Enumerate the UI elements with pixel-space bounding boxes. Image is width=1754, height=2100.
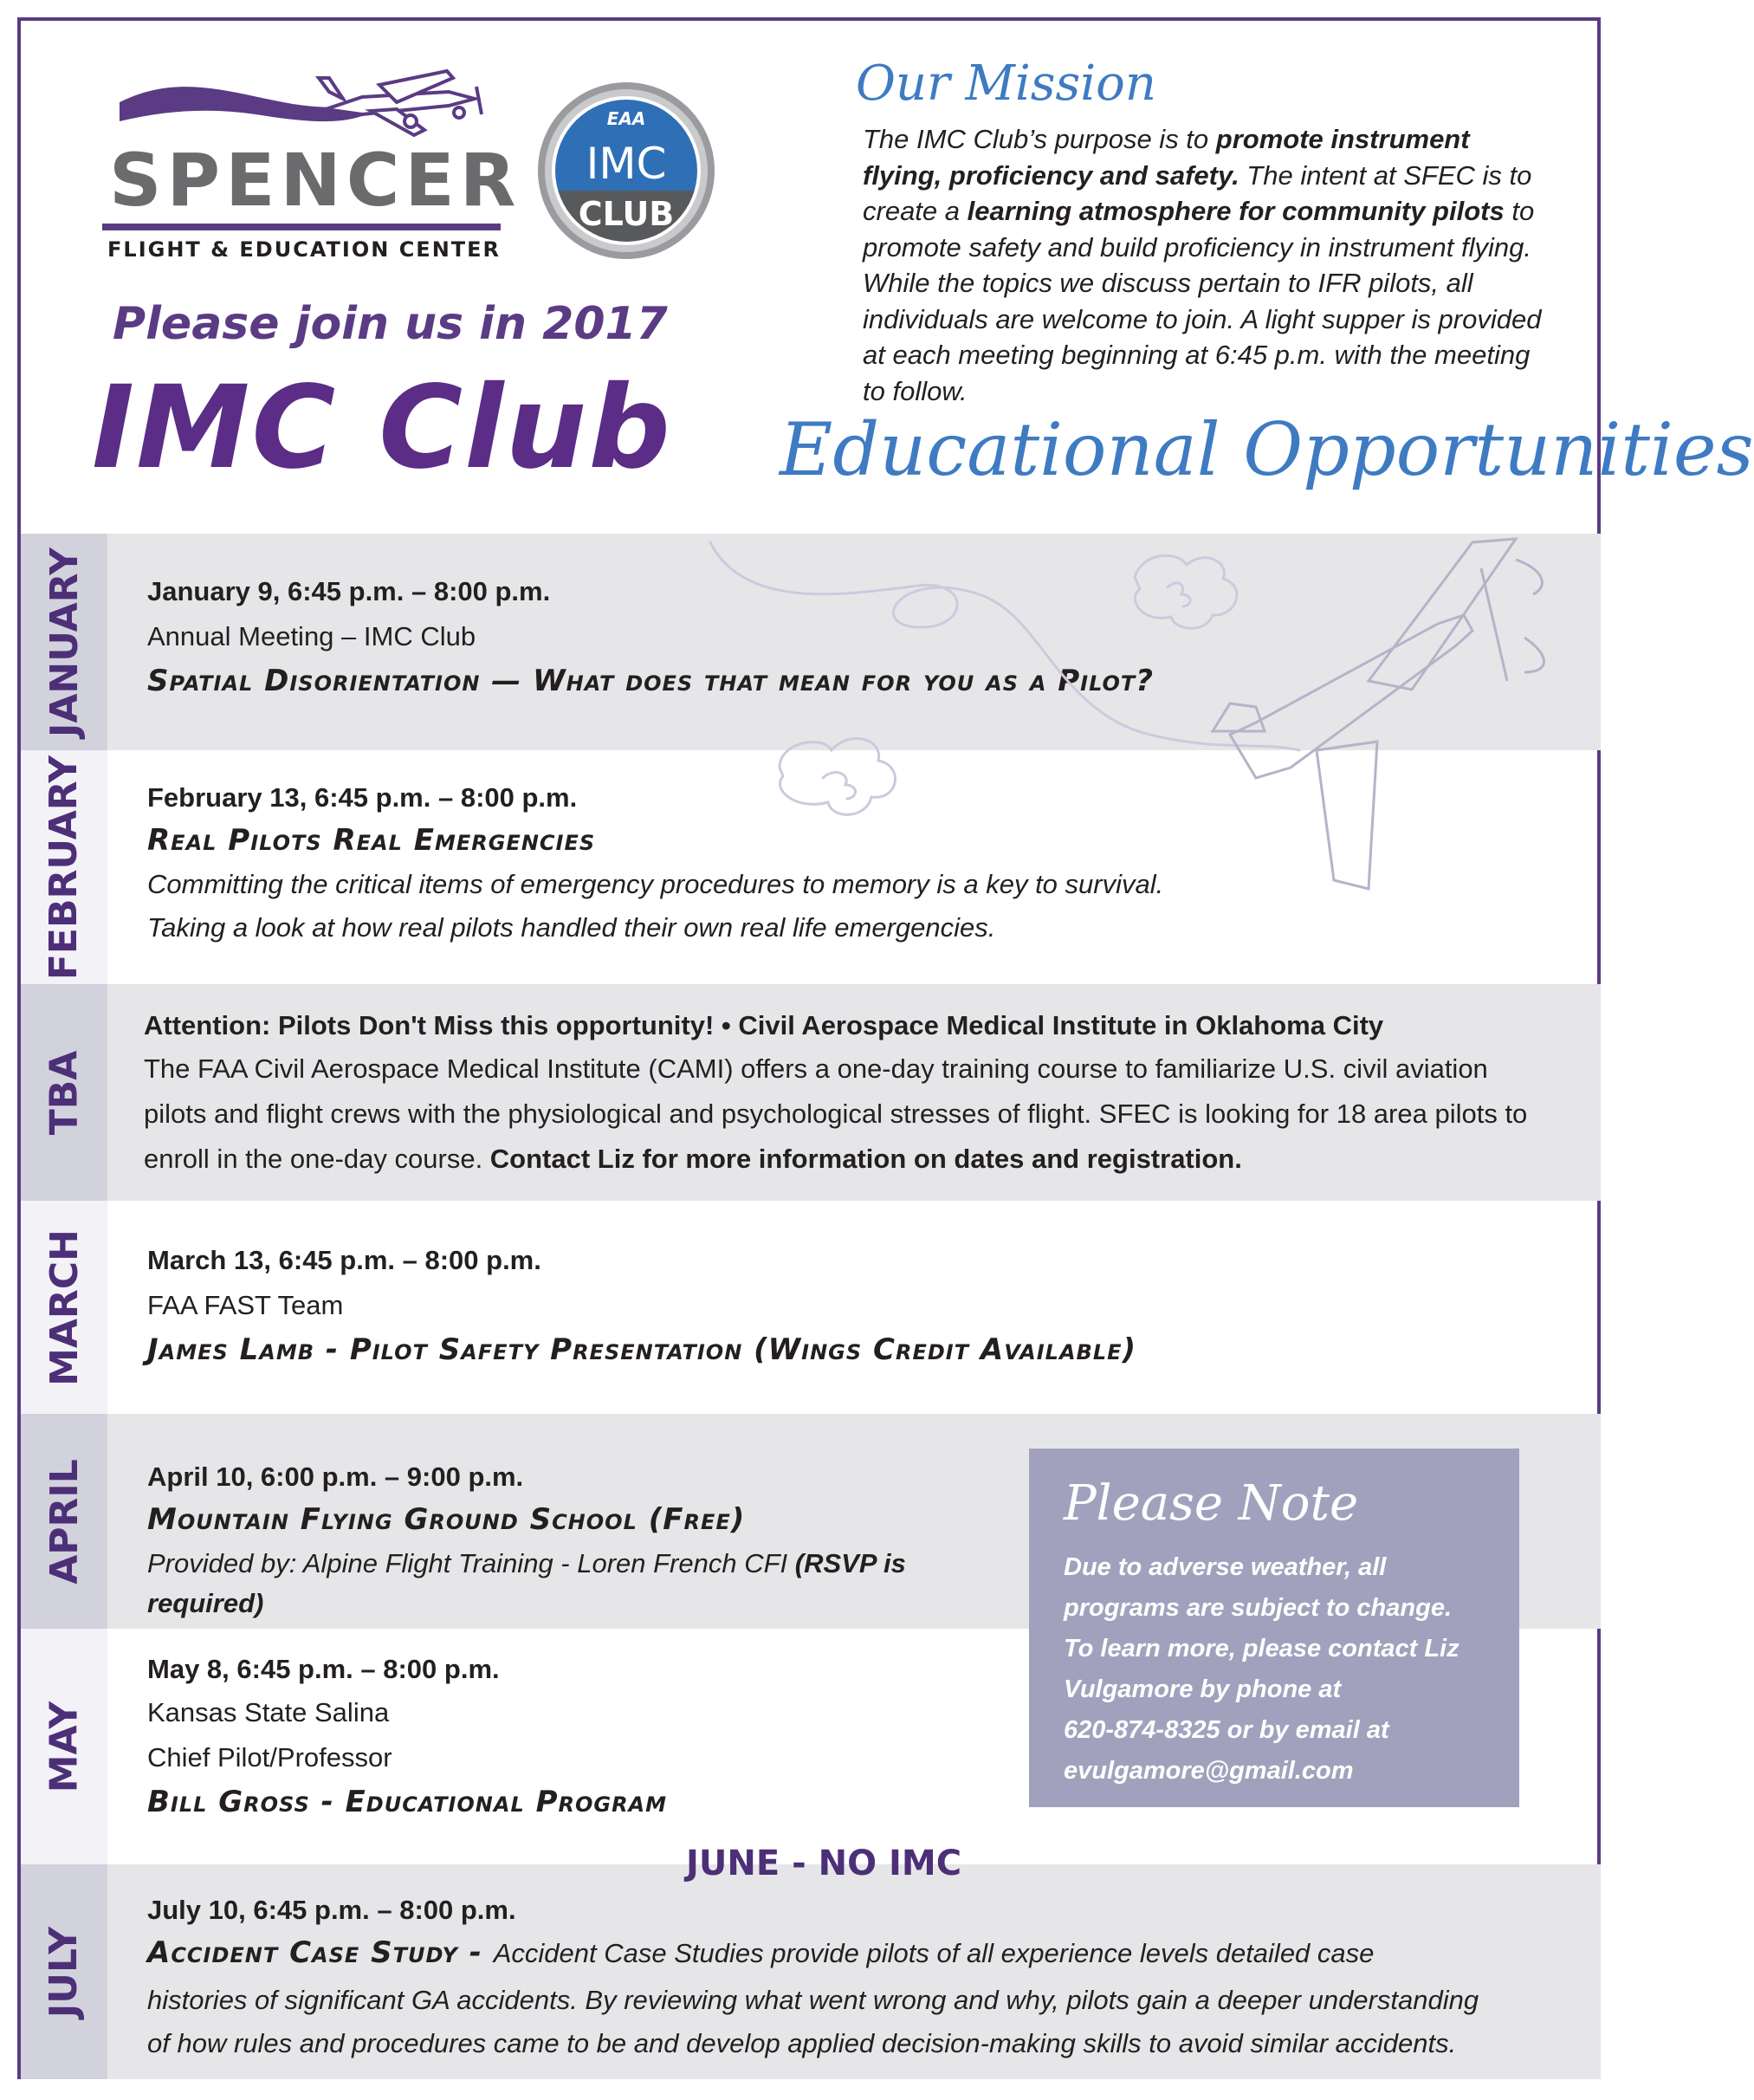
january-title: Spatial Disorientation — What does that mean for you as a Pilot? [147, 664, 1155, 698]
imc-club-title: IMC Club [92, 361, 672, 495]
april-entry [147, 1457, 994, 1624]
spencer-logo [102, 68, 521, 262]
note-title: Please Note [1064, 1475, 1359, 1532]
february-date: February 13, 6:45 p.m. – 8:00 p.m. [147, 782, 578, 813]
tba-entry [144, 1005, 1549, 1182]
february-desc-1: Committing the critical items of emergency procedures to memory is a key to survival. [147, 869, 1164, 899]
july-title: Accident Case Study - [147, 1935, 494, 1970]
tba-heading: Attention: Pilots Don't Miss this opportunity! • Civil Aerospace Medical Institute in Oklahoma City [144, 1010, 1384, 1040]
spencer-subtitle: FLIGHT & EDUCATION CENTER [107, 237, 502, 262]
may-date: May 8, 6:45 p.m. – 8:00 p.m. [147, 1654, 500, 1684]
february-title: Real Pilots Real Emergencies [147, 823, 596, 858]
join-heading: Please join us in 2017 [113, 298, 668, 350]
mission-text: The IMC Club’s purpose is to promote instrument flying, proficiency and safety. The intent at SFEC is to create a learning atmosphere for community pilots to promote safety and build proficiency in instrument flying. While the topics we discuss pertain to IFR pilots, all individuals are welcome to join. A light supper is provided at each meeting beginning at 6:45 p.m. with the meeting to follow. [863, 124, 1542, 406]
march-entry [147, 1241, 1566, 1372]
february-section [21, 750, 1601, 984]
may-entry [147, 1650, 994, 1825]
eaa-label: EAA [606, 108, 646, 129]
january-section [21, 534, 1601, 750]
july-tab: JULY [21, 1864, 107, 2079]
club-label: CLUB [578, 195, 675, 233]
february-tab: FEBRUARY [21, 750, 107, 984]
april-title: Mountain Flying Ground School (Free) [147, 1502, 746, 1537]
february-entry [147, 778, 1566, 948]
educational-opportunities-title: Educational Opportunities [780, 407, 1754, 492]
march-section [21, 1201, 1601, 1414]
mission-title: Our Mission [856, 55, 1156, 112]
february-desc-2: Taking a look at how real pilots handled their own real life emergencies. [147, 912, 996, 943]
july-date: July 10, 6:45 p.m. – 8:00 p.m. [147, 1895, 516, 1925]
imc-label: IMC [586, 139, 667, 189]
april-tab: APRIL [21, 1414, 107, 1629]
july-entry [147, 1890, 1549, 2064]
january-subtitle: Annual Meeting – IMC Club [147, 621, 476, 651]
spencer-wordmark: SPENCER [109, 138, 521, 223]
july-title-line: Accident Case Study - Accident Case Studies provide pilots of all experience levels detailed case [147, 1935, 1375, 1970]
july-desc-3: of how rules and procedures came to be and develop applied decision-making skills to avoid similar accidents. [147, 2028, 1457, 2058]
june-notice: JUNE - NO IMC [686, 1844, 962, 1883]
tba-section [21, 984, 1601, 1201]
july-section [21, 1864, 1601, 2079]
april-provider: Provided by: Alpine Flight Training - Loren French CFI (RSVP is required) [147, 1548, 906, 1618]
march-title: James Lamb - Pilot Safety Presentation (Wings Credit Available) [147, 1332, 1137, 1367]
january-entry [147, 572, 1566, 703]
note-text: Due to adverse weather, all programs are subject to change. To learn more, please contact Liz Vulgamore by phone at 620-874-8325 or by email at evulgamore@gmail.com [1064, 1547, 1485, 1792]
note-email: evulgamore@gmail.com [1064, 1757, 1354, 1785]
april-date: April 10, 6:00 p.m. – 9:00 p.m. [147, 1462, 524, 1492]
july-desc-2: histories of significant GA accidents. By reviewing what went wrong and why, pilots gain a deeper understanding [147, 1985, 1479, 2015]
january-tab: JANUARY [21, 534, 107, 750]
please-note-box [1029, 1449, 1519, 1807]
may-line-2: Chief Pilot/Professor [147, 1742, 392, 1773]
march-subtitle: FAA FAST Team [147, 1290, 344, 1320]
may-tab: MAY [21, 1629, 107, 1864]
may-title: Bill Gross - Educational Program [147, 1785, 668, 1819]
tba-tab: TBA [21, 984, 107, 1201]
spencer-rule [102, 224, 501, 230]
january-date: January 9, 6:45 p.m. – 8:00 p.m. [147, 576, 551, 606]
tba-body: The FAA Civil Aerospace Medical Institute (CAMI) offers a one-day training course to familiarize U.S. civil aviation pilots and flight crews with the physiological and psychological stresses of flight. SFEC is looking for 18 area pilots to enroll in the one-day course. Contact Liz for more information on dates and registration. [144, 1053, 1528, 1174]
may-line-1: Kansas State Salina [147, 1697, 390, 1727]
march-tab: MARCH [21, 1201, 107, 1414]
eaa-imc-club-logo [535, 80, 717, 262]
march-date: March 13, 6:45 p.m. – 8:00 p.m. [147, 1245, 541, 1275]
